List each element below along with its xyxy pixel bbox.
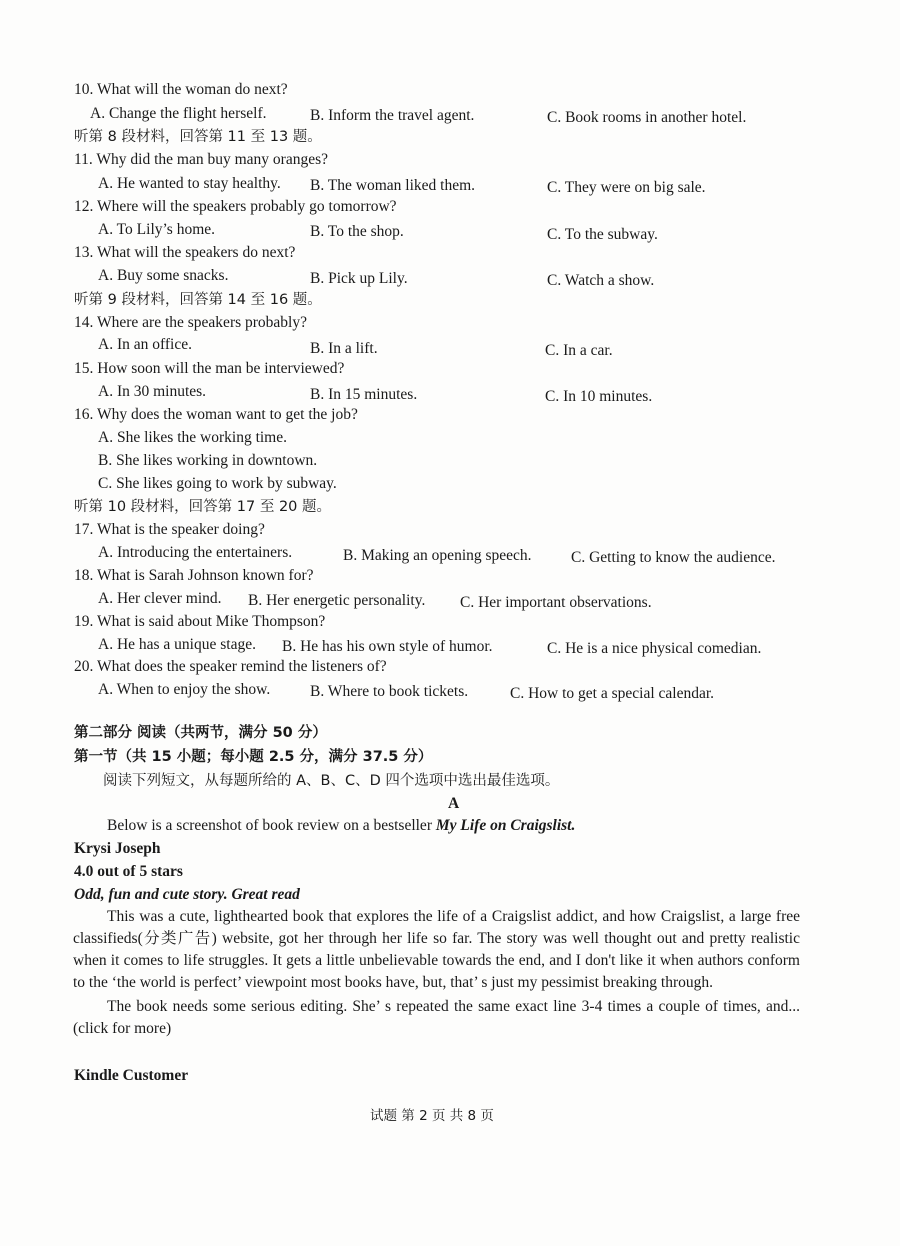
option-20c: C. How to get a special calendar.: [510, 685, 715, 702]
question-number: 13.: [74, 244, 94, 261]
question-20: [74, 657, 387, 677]
question-number: 12.: [74, 198, 94, 215]
star-rating: 4.0 out of 5 stars: [74, 863, 183, 880]
question-number: 11.: [74, 151, 93, 168]
option-20a: A. When to enjoy the show.: [98, 681, 271, 698]
option-12a: A. To Lily’s home.: [98, 221, 216, 238]
question-number: 14.: [74, 314, 94, 331]
question-text: What does the speaker remind the listeners of?: [96, 658, 387, 675]
option-13b: B. Pick up Lily.: [310, 270, 408, 287]
review-body: [73, 906, 800, 1040]
option-11c: C. They were on big sale.: [547, 179, 706, 196]
question-number: 20.: [74, 658, 94, 675]
option-17b: B. Making an opening speech.: [343, 547, 532, 564]
option-10a: A. Change the flight herself.: [90, 105, 267, 122]
option-16a: A. She likes the working time.: [98, 429, 287, 446]
question-16: [74, 405, 358, 425]
option-14a: A. In an office.: [98, 336, 192, 353]
option-15c: C. In 10 minutes.: [545, 388, 653, 405]
option-17a: A. Introducing the entertainers.: [98, 544, 293, 561]
question-text: Why did the man buy many oranges?: [96, 151, 328, 168]
question-15: [74, 359, 344, 379]
option-19b: B. He has his own style of humor.: [282, 638, 493, 655]
question-11: [74, 150, 328, 170]
option-10b: B. Inform the travel agent.: [310, 107, 475, 124]
question-10: [74, 80, 288, 100]
option-17c: C. Getting to know the audience.: [571, 549, 776, 566]
question-18: [74, 566, 314, 586]
question-text: What is said about Mike Thompson?: [96, 613, 326, 630]
option-20b: B. Where to book tickets.: [310, 683, 469, 700]
option-12c: C. To the subway.: [547, 226, 658, 243]
next-reviewer-name: Kindle Customer: [74, 1067, 189, 1084]
question-text: What will the speakers do next?: [96, 244, 296, 261]
option-15b: B. In 15 minutes.: [310, 386, 418, 403]
option-12b: B. To the shop.: [310, 223, 404, 240]
option-18b: B. Her energetic personality.: [248, 592, 426, 609]
question-text: Where are the speakers probably?: [96, 314, 307, 331]
option-18a: A. Her clever mind.: [98, 590, 222, 607]
review-paragraph-2: The book needs some serious editing. She’ s repeated the same exact line 3-4 times a couple of times, and...(click for more): [73, 998, 800, 1037]
option-19c: C. He is a nice physical comedian.: [547, 640, 762, 657]
option-13c: C. Watch a show.: [547, 272, 655, 289]
question-text: What will the woman do next?: [96, 81, 288, 98]
book-title: My Life on Craigslist.: [435, 817, 576, 834]
question-13: [74, 243, 295, 263]
question-text: What is Sarah Johnson known for?: [96, 567, 314, 584]
passage-letter: A: [448, 795, 460, 812]
question-text: How soon will the man be interviewed?: [97, 360, 345, 377]
question-number: 19.: [74, 613, 94, 630]
section-9-instruction: 听第 9 段材料，回答第 14 至 16 题。: [74, 292, 322, 308]
passage-intro: [107, 816, 575, 836]
option-19a: A. He has a unique stage.: [98, 636, 256, 653]
intro-text: Below is a screenshot of book review on a bestseller: [107, 817, 436, 834]
page-footer: 试题 第 2 页 共 8 页: [370, 1108, 494, 1124]
option-11a: A. He wanted to stay healthy.: [98, 175, 281, 192]
question-12: [74, 197, 397, 217]
part-two-heading: 第二部分 阅读（共两节，满分 50 分）: [74, 725, 327, 741]
section-8-instruction: 听第 8 段材料，回答第 11 至 13 题。: [74, 129, 322, 145]
question-number: 10.: [74, 81, 94, 98]
option-15a: A. In 30 minutes.: [98, 383, 207, 400]
option-13a: A. Buy some snacks.: [98, 267, 229, 284]
option-18c: C. Her important observations.: [460, 594, 652, 611]
reading-instruction: 阅读下列短文，从每题所给的 A、B、C、D 四个选项中选出最佳选项。: [103, 773, 560, 789]
option-16c: C. She likes going to work by subway.: [98, 475, 337, 492]
question-text: What is the speaker doing?: [96, 521, 265, 538]
question-14: [74, 313, 307, 333]
question-number: 15.: [74, 360, 94, 377]
question-number: 16.: [74, 406, 94, 423]
option-16b: B. She likes working in downtown.: [98, 452, 318, 469]
question-number: 18.: [74, 567, 94, 584]
option-10c: C. Book rooms in another hotel.: [547, 109, 747, 126]
question-text: Where will the speakers probably go tomorrow?: [96, 198, 397, 215]
review-paragraph-1: This was a cute, lighthearted book that explores the life of a Craigslist addict, and how Craigslist, a large free classifieds(分类广告) website, got her through her life so far. The story was well thought out and pretty realistic when it comes to life struggles. It gets a little unbelievable towards the end, and I don't like it when authors conform to the ‘the world is perfect’ viewpoint most books have, but, that’ s just my pessimist breaking through.: [73, 908, 800, 991]
question-19: [74, 612, 325, 632]
option-14c: C. In a car.: [545, 342, 613, 359]
section-10-instruction: 听第 10 段材料，回答第 17 至 20 题。: [74, 499, 332, 515]
option-11b: B. The woman liked them.: [310, 177, 476, 194]
question-text: Why does the woman want to get the job?: [96, 406, 358, 423]
question-17: [74, 520, 265, 540]
option-14b: B. In a lift.: [310, 340, 378, 357]
section-one-heading: 第一节（共 15 小题；每小题 2.5 分，满分 37.5 分）: [74, 749, 433, 765]
reviewer-name: Krysi Joseph: [74, 840, 161, 857]
review-headline: Odd, fun and cute story. Great read: [74, 886, 300, 903]
question-number: 17.: [74, 521, 94, 538]
